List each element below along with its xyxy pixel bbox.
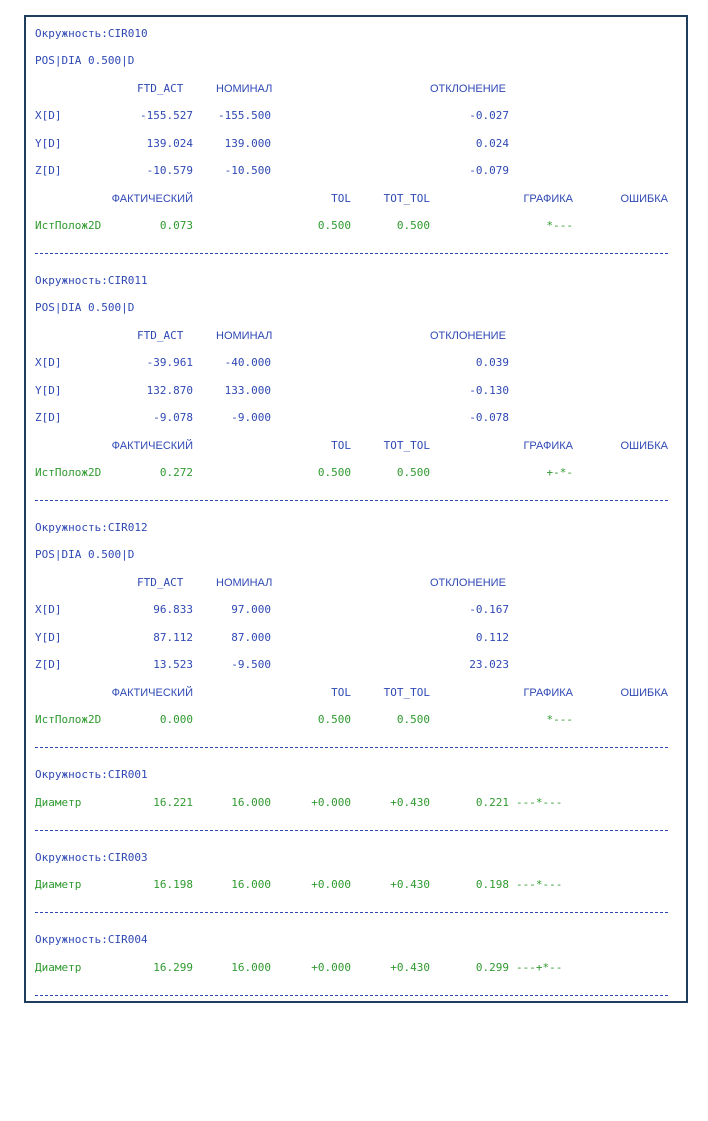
actual-value: 87.112 <box>153 631 193 644</box>
actual-value: -39.961 <box>146 356 193 369</box>
deviation-value: -0.078 <box>469 411 509 424</box>
diameter-label: Диаметр <box>35 961 82 974</box>
diameter-nominal: 16.000 <box>231 878 271 891</box>
header-nominal: НОМИНАЛ <box>216 83 273 95</box>
tolerance-row <box>0 217 708 235</box>
feature-title: Окружность:CIR004 <box>35 933 148 946</box>
axis-label: Y[D] <box>35 137 62 150</box>
tolerance-graph: +-*- <box>546 466 573 479</box>
header-tol: TOL <box>331 192 351 205</box>
table-row <box>0 107 708 125</box>
diameter-minus-tol: +0.430 <box>390 796 430 809</box>
block-title-line <box>0 931 708 949</box>
tolerance-graph: *--- <box>546 713 573 726</box>
header-deviation: ОТКЛОНЕНИЕ <box>430 83 506 95</box>
table-row <box>0 629 708 647</box>
axis-label: Y[D] <box>35 631 62 644</box>
header-tol: TOL <box>331 439 351 452</box>
separator-line <box>35 912 668 913</box>
header-actual: FTD_ACT <box>137 329 184 342</box>
actual-value: 132.870 <box>146 384 193 397</box>
header-deviation: ОТКЛОНЕНИЕ <box>430 577 506 589</box>
actual-value: -9.078 <box>153 411 193 424</box>
table-row <box>0 382 708 400</box>
diameter-row <box>0 794 708 812</box>
block-title-line <box>0 519 708 537</box>
nominal-value: -40.000 <box>224 356 271 369</box>
header-tot-tol: TOT_TOL <box>383 439 430 452</box>
axis-label: X[D] <box>35 109 62 122</box>
tolerance-header-row <box>0 437 708 455</box>
header-actual-ru: ФАКТИЧЕСКИЙ <box>111 687 193 699</box>
diameter-minus-tol: +0.430 <box>390 878 430 891</box>
actual-value: 96.833 <box>153 603 193 616</box>
diameter-plus-tol: +0.000 <box>311 878 351 891</box>
diameter-row <box>0 959 708 977</box>
axis-label: Z[D] <box>35 658 62 671</box>
block-title-line <box>0 25 708 43</box>
deviation-value: 0.024 <box>475 137 509 150</box>
nominal-value: -9.000 <box>231 411 271 424</box>
block-title-line <box>0 766 708 784</box>
actual-value: 139.024 <box>146 137 193 150</box>
deviation-value: -0.079 <box>469 164 509 177</box>
axis-label: Z[D] <box>35 411 62 424</box>
tolerance-tot-tol: 0.500 <box>396 713 430 726</box>
header-nominal: НОМИНАЛ <box>216 577 273 589</box>
header-graph: ГРАФИКА <box>523 687 573 699</box>
diameter-graph: ---*--- <box>516 796 563 809</box>
diameter-actual: 16.299 <box>153 961 193 974</box>
diameter-actual: 16.198 <box>153 878 193 891</box>
feature-title: Окружность:CIR012 <box>35 521 148 534</box>
tolerance-graph: *--- <box>546 219 573 232</box>
actual-value: -10.579 <box>146 164 193 177</box>
diameter-row <box>0 876 708 894</box>
nominal-value: -9.500 <box>231 658 271 671</box>
feature-title: Окружность:CIR010 <box>35 27 148 40</box>
header-tol: TOL <box>331 686 351 699</box>
diameter-label: Диаметр <box>35 878 82 891</box>
tolerance-header-row <box>0 190 708 208</box>
separator-line <box>35 500 668 501</box>
deviation-value: 23.023 <box>469 658 509 671</box>
header-actual: FTD_ACT <box>137 576 184 589</box>
block-title-line <box>0 272 708 290</box>
feature-title: Окружность:CIR011 <box>35 274 148 287</box>
table-row <box>0 656 708 674</box>
header-tot-tol: TOT_TOL <box>383 192 430 205</box>
table-row <box>0 409 708 427</box>
tolerance-tol: 0.500 <box>317 466 351 479</box>
actual-value: 13.523 <box>153 658 193 671</box>
tolerance-actual: 0.073 <box>159 219 193 232</box>
tolerance-label: ИстПолож2D <box>35 466 102 479</box>
feature-subtitle: POS|DIA 0.500|D <box>35 54 135 67</box>
column-header-row <box>0 80 708 98</box>
feature-title: Окружность:CIR001 <box>35 768 148 781</box>
tolerance-label: ИстПолож2D <box>35 713 102 726</box>
table-row <box>0 601 708 619</box>
nominal-value: 139.000 <box>224 137 271 150</box>
header-graph: ГРАФИКА <box>523 440 573 452</box>
tolerance-row <box>0 711 708 729</box>
block-subtitle-line <box>0 52 708 70</box>
header-nominal: НОМИНАЛ <box>216 330 273 342</box>
header-deviation: ОТКЛОНЕНИЕ <box>430 330 506 342</box>
column-header-row <box>0 327 708 345</box>
diameter-label: Диаметр <box>35 796 82 809</box>
diameter-actual: 16.221 <box>153 796 193 809</box>
axis-label: Y[D] <box>35 384 62 397</box>
tolerance-actual: 0.000 <box>159 713 193 726</box>
header-actual: FTD_ACT <box>137 82 184 95</box>
deviation-value: 0.112 <box>475 631 509 644</box>
header-error: ОШИБКА <box>620 687 668 699</box>
block-subtitle-line <box>0 546 708 564</box>
diameter-minus-tol: +0.430 <box>390 961 430 974</box>
nominal-value: 87.000 <box>231 631 271 644</box>
diameter-deviation: 0.299 <box>475 961 509 974</box>
block-title-line <box>0 849 708 867</box>
tolerance-tol: 0.500 <box>317 713 351 726</box>
table-row <box>0 354 708 372</box>
feature-subtitle: POS|DIA 0.500|D <box>35 301 135 314</box>
feature-title: Окружность:CIR003 <box>35 851 148 864</box>
header-tot-tol: TOT_TOL <box>383 686 430 699</box>
table-row <box>0 135 708 153</box>
table-row <box>0 162 708 180</box>
diameter-nominal: 16.000 <box>231 961 271 974</box>
tolerance-row <box>0 464 708 482</box>
column-header-row <box>0 574 708 592</box>
tolerance-actual: 0.272 <box>159 466 193 479</box>
tolerance-tol: 0.500 <box>317 219 351 232</box>
axis-label: X[D] <box>35 356 62 369</box>
tolerance-tot-tol: 0.500 <box>396 466 430 479</box>
diameter-deviation: 0.198 <box>475 878 509 891</box>
diameter-nominal: 16.000 <box>231 796 271 809</box>
separator-line <box>35 253 668 254</box>
separator-line <box>35 830 668 831</box>
header-actual-ru: ФАКТИЧЕСКИЙ <box>111 193 193 205</box>
nominal-value: 97.000 <box>231 603 271 616</box>
diameter-graph: ---*--- <box>516 878 563 891</box>
axis-label: Z[D] <box>35 164 62 177</box>
separator-line <box>35 747 668 748</box>
tolerance-header-row <box>0 684 708 702</box>
diameter-plus-tol: +0.000 <box>311 796 351 809</box>
nominal-value: 133.000 <box>224 384 271 397</box>
feature-subtitle: POS|DIA 0.500|D <box>35 548 135 561</box>
deviation-value: 0.039 <box>475 356 509 369</box>
diameter-deviation: 0.221 <box>475 796 509 809</box>
tolerance-label: ИстПолож2D <box>35 219 102 232</box>
tolerance-tot-tol: 0.500 <box>396 219 430 232</box>
deviation-value: -0.167 <box>469 603 509 616</box>
header-error: ОШИБКА <box>620 193 668 205</box>
nominal-value: -10.500 <box>224 164 271 177</box>
header-graph: ГРАФИКА <box>523 193 573 205</box>
diameter-plus-tol: +0.000 <box>311 961 351 974</box>
header-error: ОШИБКА <box>620 440 668 452</box>
header-actual-ru: ФАКТИЧЕСКИЙ <box>111 440 193 452</box>
actual-value: -155.527 <box>140 109 193 122</box>
deviation-value: -0.027 <box>469 109 509 122</box>
nominal-value: -155.500 <box>218 109 271 122</box>
diameter-graph: ---+*-- <box>516 961 563 974</box>
separator-line <box>35 995 668 996</box>
axis-label: X[D] <box>35 603 62 616</box>
deviation-value: -0.130 <box>469 384 509 397</box>
block-subtitle-line <box>0 299 708 317</box>
